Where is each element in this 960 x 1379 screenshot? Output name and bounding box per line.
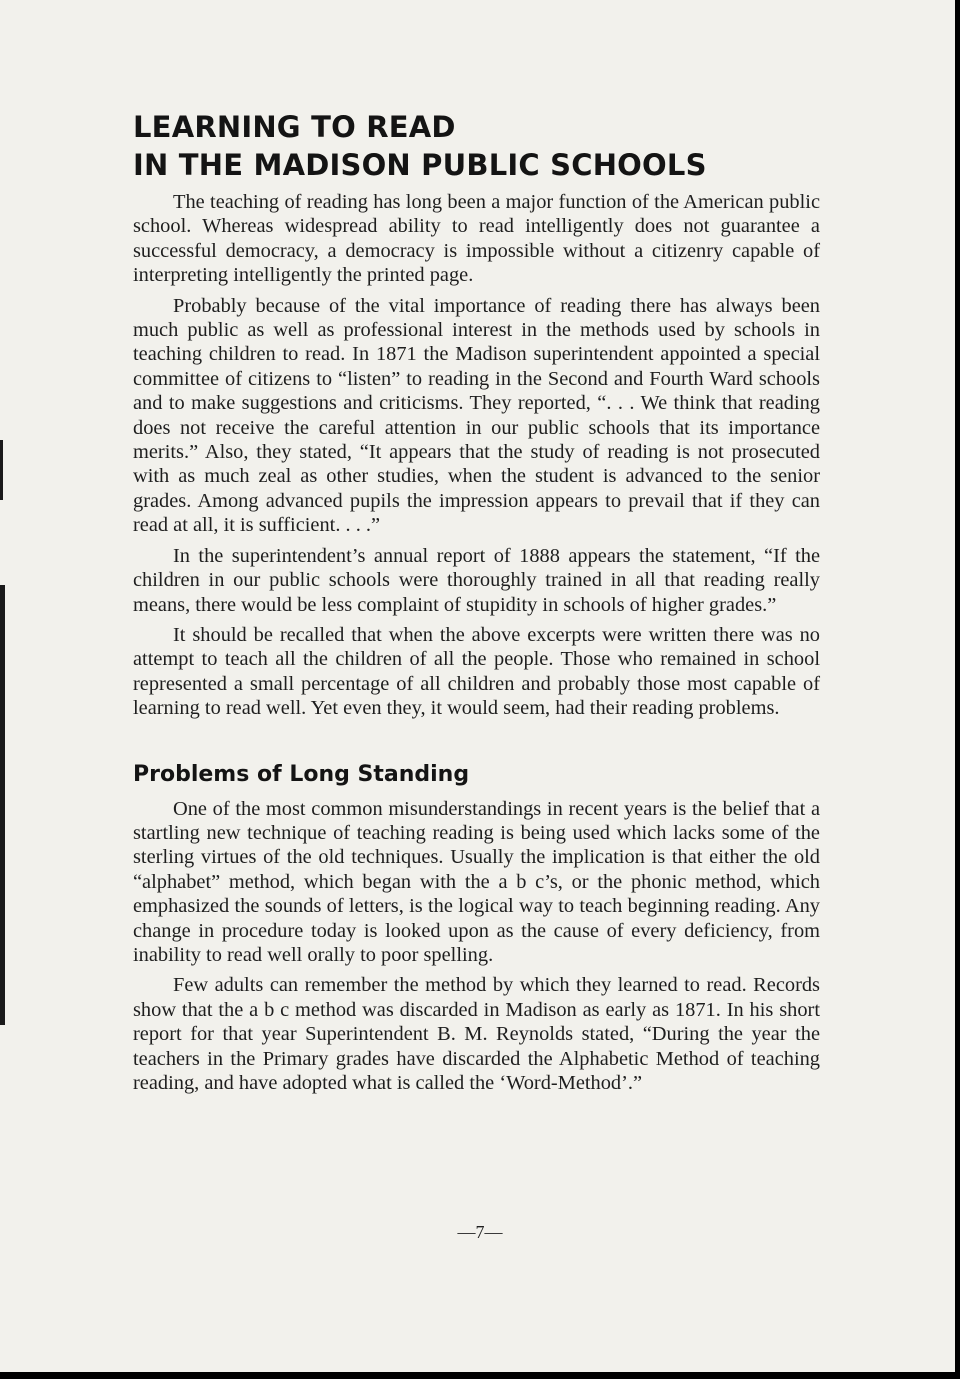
paragraph: The teaching of reading has long been a major function of the American public school. Whereas widespread ability to read intelligently does not guarantee a successful democracy, a democracy is impossible without a citizenry capable of interpreting intelligently the printed page.: [133, 191, 820, 287]
article: [133, 108, 820, 1101]
title-line-2: IN THE MADISON PUBLIC SCHOOLS: [133, 148, 707, 182]
paragraph: Few adults can remember the method by which they learned to read. Records show that the a b c method was discarded in Madison as early as 1871. In his short report for that year Superintendent B. M. Reynolds stated, “During the year the teachers in the Primary grades have discarded the Alphabetic Method of teaching reading, and have adopted what is called the ‘Word-Method’.”: [133, 974, 820, 1094]
paragraph: In the superintendent’s annual report of 1888 appears the statement, “If the children in our public schools were thoroughly trained in all that reading really means, there would be less complaint of stupidity in schools of higher grades.”: [133, 544, 820, 616]
title-line-1: LEARNING TO READ: [133, 110, 456, 144]
page-edge-shadow: [0, 440, 3, 500]
paragraph: One of the most common misunderstandings in recent years is the belief that a startling new technique of teaching reading is being used which lacks some of the sterling virtues of the old techniques. Usually the implication is that either the old “alphabet” method, which began with the a b c’s, or the phonic method, which emphasized the sounds of letters, is the logical way to teach beginning reading. Any change in procedure today is looked upon as the cause of every deficiency, from inability to read well orally to poor spelling.: [133, 797, 820, 966]
page-title: [133, 108, 820, 184]
section-heading: Problems of Long Standing: [133, 761, 470, 787]
page-edge-shadow: [0, 585, 5, 1025]
page-number: —7—: [457, 1222, 503, 1242]
paragraph: Probably because of the vital importance of reading there has always been much public as well as professional interest in the methods used by schools in teaching children to read. In 1871 the Madison superintendent appointed a special committee of citizens to “listen” to reading in the Second and Fourth Ward schools and to make suggestions and criticisms. They reported, “. . . We think that reading does not receive the careful attention in our public schools that its importance merits.” Also, they stated, “It appears that the study of reading is not prosecuted with as much zeal as other studies, when the student is advanced to the senior grades. Among advanced pupils the impression appears to prevail that if they can read at all, it is sufficient. . . .”: [133, 294, 820, 537]
paragraph: It should be recalled that when the above excerpts were written there was no attempt to teach all the children of all the people. Those who remained in school represented a small percentage of all children and probably those most capable of learning to read well. Yet even they, it would seem, had their reading problems.: [133, 623, 820, 720]
